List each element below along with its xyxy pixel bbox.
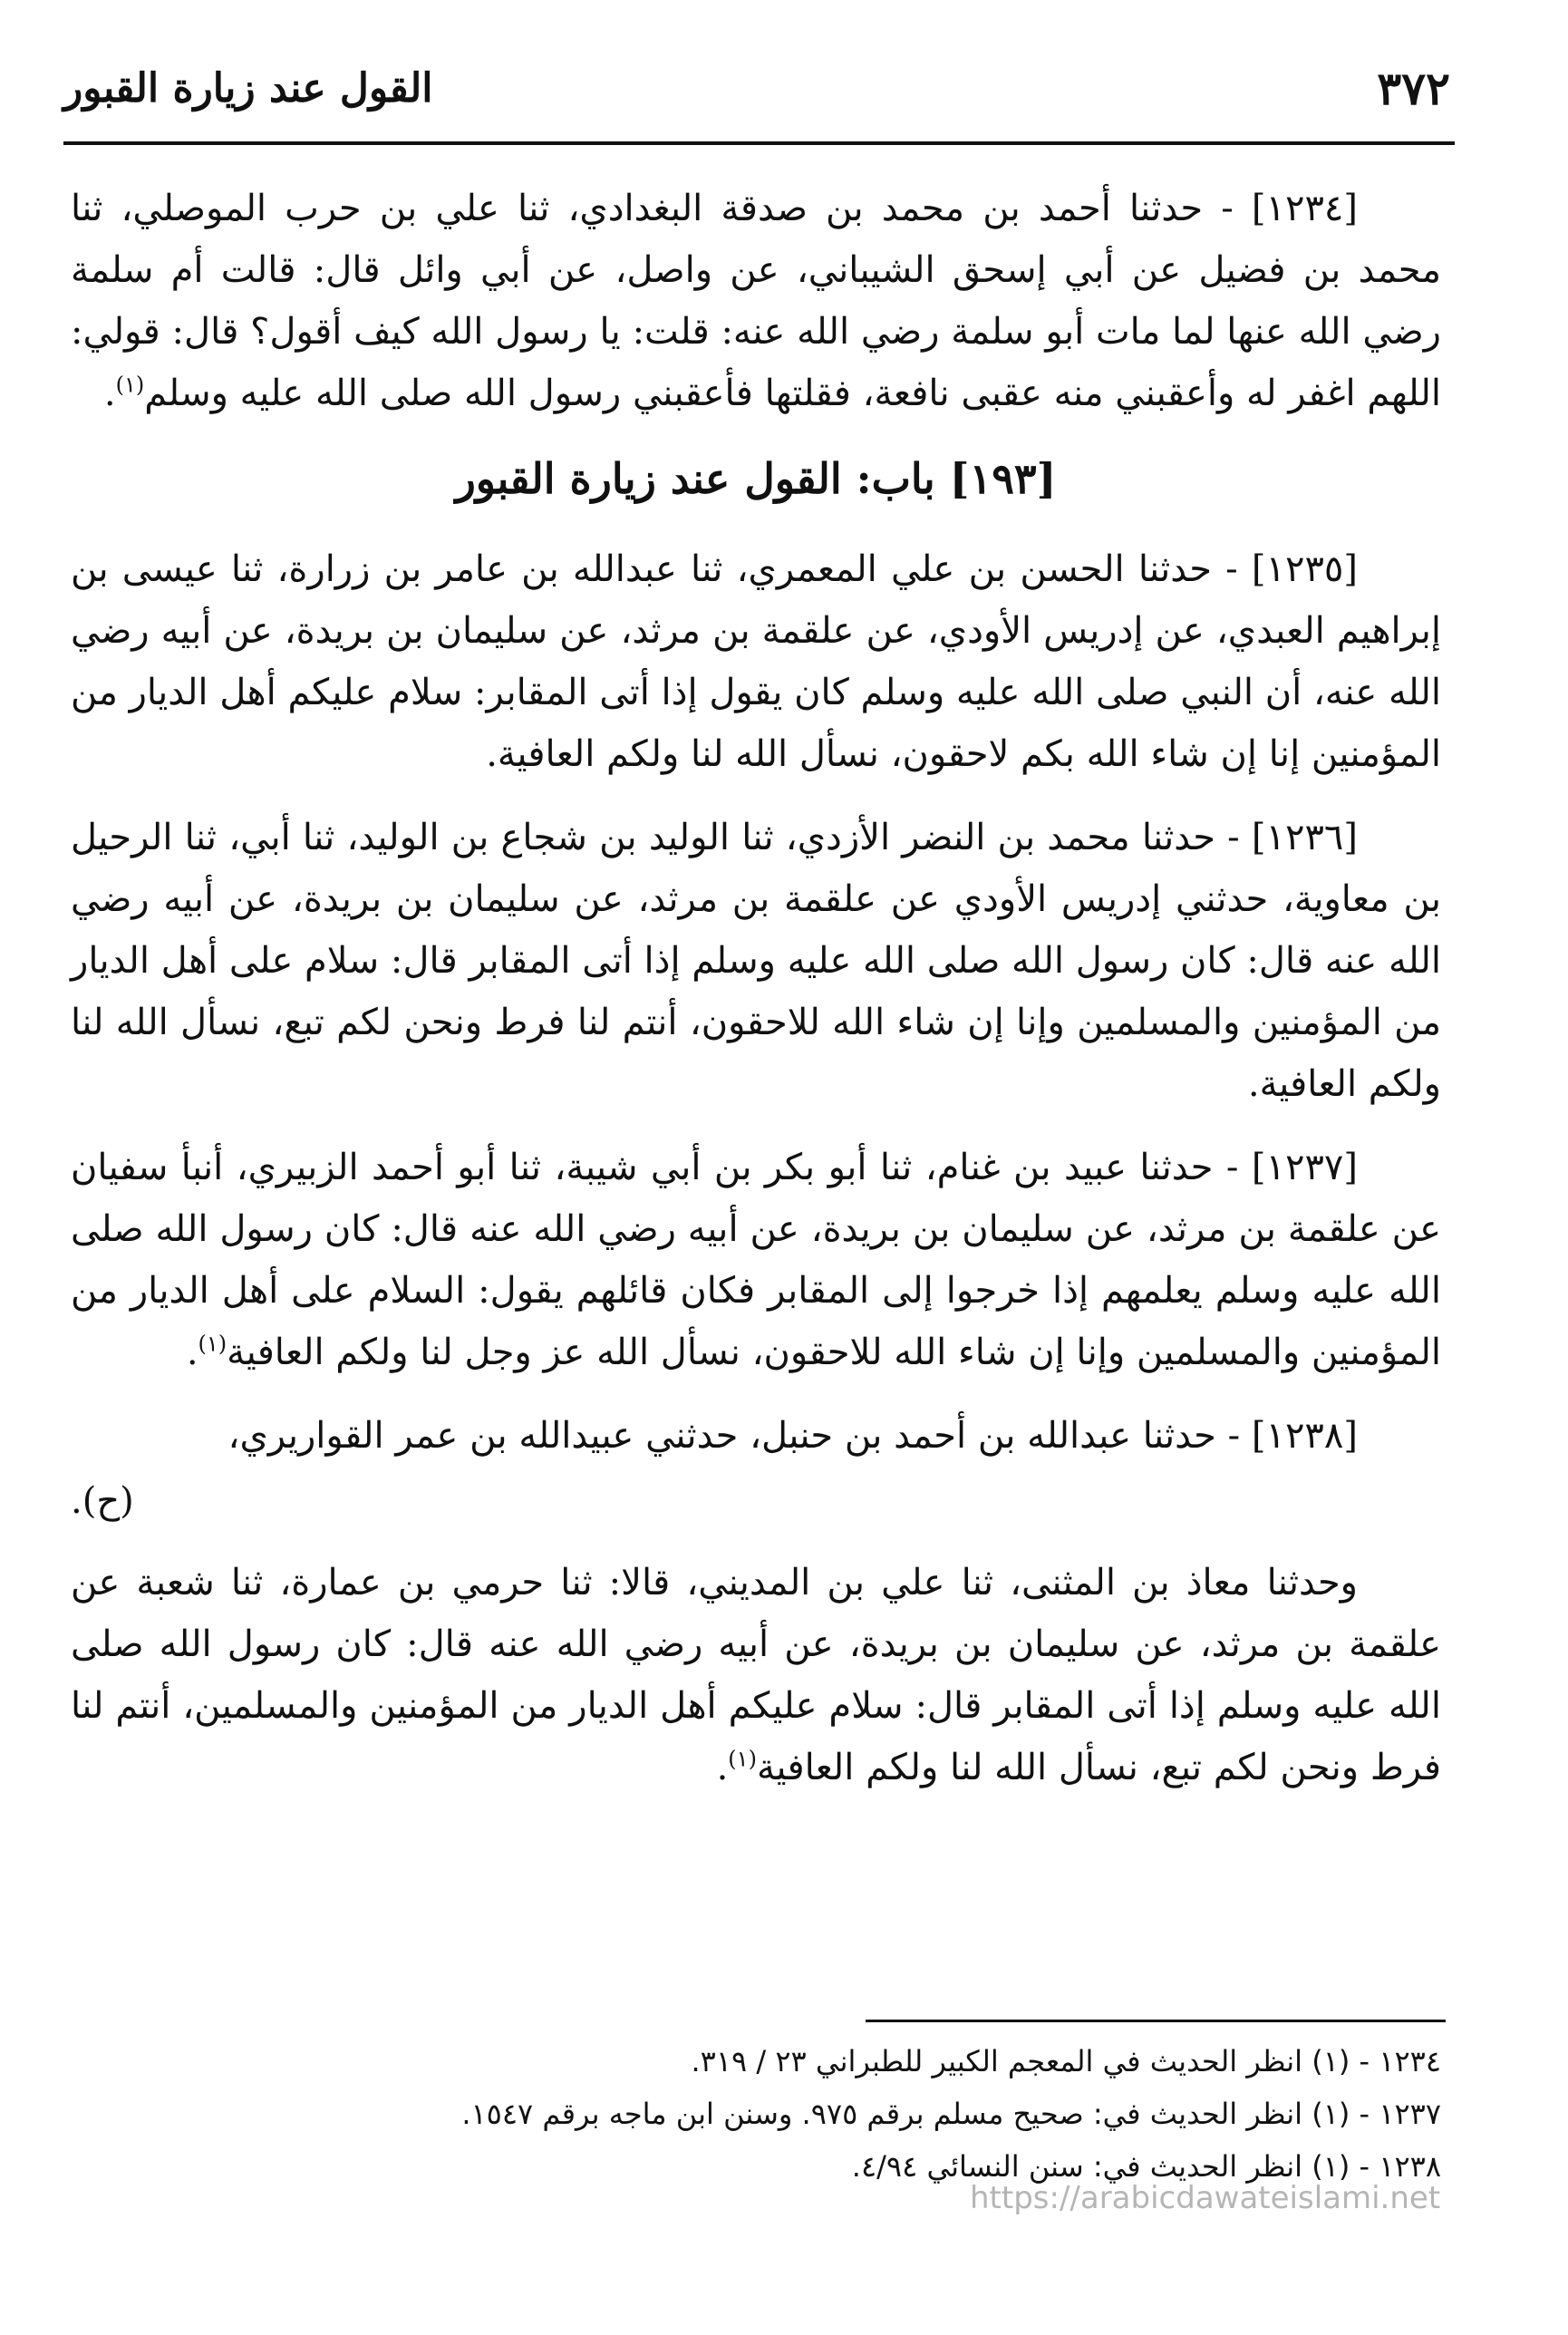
hadith-text: وحدثنا معاذ بن المثنى، ثنا علي بن المديني، قالا: ثنا حرمي بن عمارة، ثنا شعبة عن علقمة بن مرثد، عن سليمان بن بريدة، عن أبيه رضي الله عنه قال: كان رسول الله صلى الله عليه وسلم إذا أتى المقابر قال: سلام عليكم أهل الديار من المؤمنين والمسلمين، أنتم لنا فرط ونحن لكم تبع، نسأل الله لنا ولكم العافية: [71, 1562, 1441, 1788]
running-header: [63, 53, 1450, 140]
hadith-paragraph: [١٢٣٦] - حدثنا محمد بن النضر الأزدي، ثنا الوليد بن شجاع بن الوليد، ثنا أبي، ثنا الرحيل بن معاوية، حدثني إدريس الأودي عن علقمة بن مرثد، عن سليمان بن بريدة، عن أبيه رضي الله عنه قال: كان رسول الله صلى الله عليه وسلم إذا أتى المقابر قال: سلام على أهل الديار من المؤمنين والمسلمين وإنا إن شاء الله للاحقون، أنتم لنا فرط ونحن لكم تبع، نسأل الله لنا ولكم العافية.: [71, 817, 1441, 1105]
header-rule: [63, 141, 1455, 145]
running-title: القول عند زيارة القبور: [63, 65, 433, 111]
hadith-number: [١٢٣٧]: [1251, 1147, 1359, 1188]
footnote: ١٢٣٤ - (١) انظر الحديث في المعجم الكبير للطبراني ٢٣ / ٣١٩.: [691, 2044, 1441, 2078]
hadith-paragraph: وحدثنا معاذ بن المثنى، ثنا علي بن المديني، قالا: ثنا حرمي بن عمارة، ثنا شعبة عن علقمة بن مرثد، عن سليمان بن بريدة، عن أبيه رضي الله عنه قال: كان رسول الله صلى الله عليه وسلم إذا أتى المقابر قال: سلام عليكم أهل الديار من المؤمنين والمسلمين، أنتم لنا فرط ونحن لكم تبع، نسأل الله لنا ولكم العافية$^{(١)}$.: [71, 1562, 1441, 1788]
footnote-rule: [866, 2020, 1446, 2022]
footnote-ref: (١): [115, 372, 145, 398]
footnote: ١٢٣٨ - (١) انظر الحديث في: سنن النسائي ٤/٩٤.: [851, 2149, 1441, 2184]
watermark-url: https://arabicdawateislami.net: [970, 2180, 1441, 2216]
hadith-paragraph: [١٢٣٨] - حدثنا عبدالله بن أحمد بن حنبل، حدثني عبيدالله بن عمر القواريري،: [227, 1415, 1358, 1457]
footnote: ١٢٣٧ - (١) انظر الحديث في: صحيح مسلم برقم ٩٧٥. وسنن ابن ماجه برقم ١٥٤٧.: [461, 2097, 1441, 2131]
hadith-number: [١٢٣٨]: [1251, 1415, 1358, 1457]
chapter-heading: [١٩٣] باب: القول عند زيارة القبور: [455, 454, 1057, 503]
hadith-text: حدثنا محمد بن النضر الأزدي، ثنا الوليد بن شجاع بن الوليد، ثنا أبي، ثنا الرحيل بن معاوية، حدثني إدريس الأودي عن علقمة بن مرثد، عن سليمان بن بريدة، عن أبيه رضي الله عنه قال: كان رسول الله صلى الله عليه وسلم إذا أتى المقابر قال: سلام على أهل الديار من المؤمنين والمسلمين وإنا إن شاء الله للاحقون، أنتم لنا فرط ونحن لكم تبع، نسأل الله لنا ولكم العافية.: [71, 817, 1441, 1105]
tahwil-mark: (ح).: [71, 1480, 134, 1522]
hadith-paragraph: [١٢٣٥] - حدثنا الحسن بن علي المعمري، ثنا عبدالله بن عامر بن زرارة، ثنا عيسى بن إبراهيم العبدي، عن إدريس الأودي، عن علقمة بن مرثد، عن سليمان بن بريدة، عن أبيه رضي الله عنه، أن النبي صلى الله عليه وسلم كان يقول إذا أتى المقابر: سلام عليكم أهل الديار من المؤمنين إنا إن شاء الله بكم لاحقون، نسأل الله لنا ولكم العافية.: [71, 548, 1441, 775]
hadith-text: حدثنا أحمد بن محمد بن صدقة البغدادي، ثنا علي بن حرب الموصلي، ثنا محمد بن فضيل عن أبي إسحق الشيباني، عن واصل، عن أبي وائل قال: قالت أم سلمة رضي الله عنها لما مات أبو سلمة رضي الله عنه: قلت: يا رسول الله كيف أقول؟ قال: قولي: اللهم اغفر له وأعقبني منه عقبى نافعة، فقلتها فأعقبني رسول الله صلى الله عليه وسلم: [71, 188, 1442, 414]
page-number: ٣٧٢: [1377, 62, 1450, 115]
hadith-text: حدثنا عبيد بن غنام، ثنا أبو بكر بن أبي شيبة، ثنا أبو أحمد الزبيري، أنبأ سفيان عن علقمة بن مرثد، عن سليمان بن بريدة، عن أبيه رضي الله عنه قال: كان رسول الله صلى الله عليه وسلم يعلمهم إذا خرجوا إلى المقابر فكان قائلهم يقول: السلام على أهل الديار من المؤمنين والمسلمين وإنا إن شاء الله للاحقون، نسأل الله عز وجل لنا ولكم العافية: [71, 1147, 1441, 1373]
hadith-number: [١٢٣٦]: [1251, 817, 1359, 858]
footnote-ref: (١): [198, 1331, 227, 1357]
hadith-text: حدثنا الحسن بن علي المعمري، ثنا عبدالله بن عامر بن زرارة، ثنا عيسى بن إبراهيم العبدي، عن إدريس الأودي، عن علقمة بن مرثد، عن سليمان بن بريدة، عن أبيه رضي الله عنه، أن النبي صلى الله عليه وسلم كان يقول إذا أتى المقابر: سلام عليكم أهل الديار من المؤمنين إنا إن شاء الله بكم لاحقون، نسأل الله لنا ولكم العافية.: [71, 548, 1441, 775]
main-text: [71, 178, 1441, 1820]
hadith-paragraph: [١٢٣٧] - حدثنا عبيد بن غنام، ثنا أبو بكر بن أبي شيبة، ثنا أبو أحمد الزبيري، أنبأ سفيان عن علقمة بن مرثد، عن سليمان بن بريدة، عن أبيه رضي الله عنه قال: كان رسول الله صلى الله عليه وسلم يعلمهم إذا خرجوا إلى المقابر فكان قائلهم يقول: السلام على أهل الديار من المؤمنين والمسلمين وإنا إن شاء الله للاحقون، نسأل الله عز وجل لنا ولكم العافية$^{(١)}$.: [71, 1147, 1441, 1373]
hadith-paragraph: [١٢٣٤] - حدثنا أحمد بن محمد بن صدقة البغدادي، ثنا علي بن حرب الموصلي، ثنا محمد بن فضيل عن أبي إسحق الشيباني، عن واصل، عن أبي وائل قال: قالت أم سلمة رضي الله عنها لما مات أبو سلمة رضي الله عنه: قلت: يا رسول الله كيف أقول؟ قال: قولي: اللهم اغفر له وأعقبني منه عقبى نافعة، فقلتها فأعقبني رسول الله صلى الله عليه وسلم$^{(١)}$.: [71, 188, 1442, 414]
footnotes: [71, 2035, 1441, 2193]
footnote-ref: (١): [728, 1746, 757, 1772]
hadith-number: [١٢٣٥]: [1251, 548, 1359, 590]
hadith-text: حدثنا عبدالله بن أحمد بن حنبل، حدثني عبيدالله بن عمر القواريري،: [227, 1415, 1216, 1457]
hadith-number: [١٢٣٤]: [1251, 188, 1359, 229]
